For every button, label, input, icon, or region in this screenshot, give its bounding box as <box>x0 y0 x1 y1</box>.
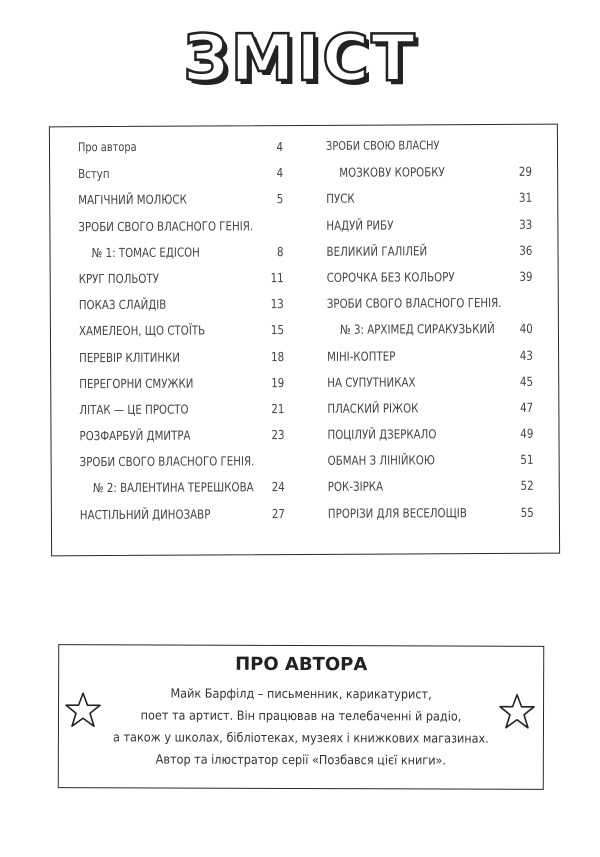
toc-entry-title: ПРОРІЗИ ДЛЯ ВЕСЕЛОЩІВ <box>327 504 467 521</box>
toc-entry <box>79 449 255 476</box>
toc-entry-title: СОРОЧКА БЕЗ КОЛЬОРУ <box>326 269 455 285</box>
toc-entry <box>326 238 533 265</box>
toc-entry <box>79 501 285 528</box>
toc-entry <box>79 422 285 449</box>
toc-entry-title: ПОЦІЛУЙ ДЗЕРКАЛО <box>327 426 437 442</box>
toc-entry-page: 15 <box>270 322 284 338</box>
about-line: Майк Барфілд – письменник, карикатурист, <box>170 685 432 702</box>
toc-entry <box>327 473 534 500</box>
toc-column-right <box>326 133 535 527</box>
toc-entry-page: 24 <box>271 479 285 495</box>
about-line: поет та артист. Він працював на телебаченні й радіо, <box>140 707 462 724</box>
toc-entry-title: ЗРОБИ СВОГО ВЛАСНОГО ГЕНІЯ. <box>78 217 254 234</box>
toc-entry-title: МОЗКОВУ КОРОБКУ <box>339 164 445 181</box>
toc-entry-page: 5 <box>276 191 284 207</box>
toc-entry-page: 52 <box>520 478 534 494</box>
about-heading: ПРО АВТОРА <box>235 653 368 676</box>
toc-entry-title: Вступ <box>78 166 110 182</box>
toc-entry-title: ЗРОБИ СВОЮ ВЛАСНУ <box>325 138 440 153</box>
toc-entry-title: ПЛАСКИЙ РІЖОК <box>327 400 419 416</box>
toc-entry-title: ВЕЛИКИЙ ГАЛІЛЕЙ <box>326 243 428 259</box>
toc-entry-title: № 1: ТОМАС ЕДІСОН <box>91 244 200 260</box>
toc-entry <box>78 187 284 214</box>
toc-entry-title: РОК-ЗІРКА <box>327 479 384 495</box>
toc-entry <box>327 421 534 448</box>
toc-entry-title: ЗРОБИ СВОГО ВЛАСНОГО ГЕНІЯ. <box>326 295 502 312</box>
toc-entry-title: ПОКАЗ СЛАЙДІВ <box>78 296 167 313</box>
toc-entry <box>78 265 284 292</box>
toc-entry <box>327 316 533 343</box>
toc-entry <box>327 395 534 422</box>
toc-entry-title: ХАМЕЛЕОН, ЩО СТОЇТЬ <box>78 322 206 339</box>
toc-entry <box>79 396 285 423</box>
toc-entry <box>78 291 284 318</box>
toc-entry-title: ЛІТАК — ЦЕ ПРОСТО <box>79 401 189 418</box>
toc-entry <box>78 318 284 345</box>
toc-entry-title: ОБМАН З ЛІНІЙКОЮ <box>327 452 435 469</box>
toc-entry-page: 13 <box>270 296 284 312</box>
toc-column-left <box>78 134 286 528</box>
toc-entry-page: 27 <box>271 505 285 521</box>
toc-entry-title: РОЗФАРБУЙ ДМИТРА <box>79 427 191 444</box>
toc-entry-title: № 2: ВАЛЕНТИНА ТЕРЕШКОВА <box>92 479 254 496</box>
toc-entry <box>80 475 285 502</box>
toc-entry-page: 11 <box>270 270 284 286</box>
toc-entry-page: 36 <box>519 242 533 258</box>
toc-entry-page: 33 <box>519 216 533 232</box>
toc-entry <box>326 133 496 160</box>
about-line: Автор та ілюстратор серії «Позбався цієї книги». <box>155 751 447 768</box>
toc-entry-page: 18 <box>271 348 285 364</box>
toc-entry-page: 19 <box>271 374 285 390</box>
toc-entry-title: № 3: АРХІМЕД СИРАКУЗЬКИЙ <box>340 321 495 338</box>
toc-entry <box>326 212 533 239</box>
table-of-contents <box>49 124 560 557</box>
toc-entry-title: ЗРОБИ СВОГО ВЛАСНОГО ГЕНІЯ. <box>79 453 255 470</box>
toc-entry-title: ПУСК <box>326 191 355 207</box>
toc-entry-page: 51 <box>520 452 534 468</box>
toc-entry-title: ПЕРЕВІР КЛІТИНКИ <box>79 349 181 365</box>
toc-entry-page: 40 <box>519 321 533 337</box>
toc-entry <box>326 159 532 186</box>
toc-entry-page: 39 <box>519 268 533 284</box>
toc-entry-page: 49 <box>520 425 534 441</box>
toc-entry-page: 8 <box>276 243 284 259</box>
toc-entry-title: НА СУПУТНИКАХ <box>327 374 416 390</box>
about-line: а також у школах, бібліотеках, музеях і книжкових магазинах. <box>113 729 489 746</box>
toc-entry-page: 23 <box>271 427 285 443</box>
toc-entry-page: 43 <box>519 347 533 363</box>
toc-entry-page: 21 <box>271 400 285 417</box>
page-title: ЗМІСТ <box>183 22 417 96</box>
toc-entry <box>327 500 534 527</box>
toc-entry-page: 4 <box>276 165 284 181</box>
toc-entry-page: 45 <box>519 373 534 389</box>
toc-entry <box>78 239 284 266</box>
toc-entry <box>327 342 533 369</box>
toc-entry-title: МІНІ-КОПТЕР <box>327 348 396 364</box>
toc-entry-page: 4 <box>276 139 284 155</box>
toc-entry-title: ПЕРЕГОРНИ СМУЖКИ <box>79 375 194 391</box>
about-author-box <box>58 644 544 790</box>
toc-entry <box>79 370 285 397</box>
toc-entry <box>326 290 502 317</box>
toc-entry <box>327 447 534 474</box>
toc-entry-page: 29 <box>518 163 532 180</box>
toc-entry-title: Про автора <box>77 139 137 155</box>
star-icon <box>497 692 537 732</box>
toc-entry <box>327 369 534 396</box>
toc-entry <box>77 134 284 161</box>
toc-entry <box>326 185 533 212</box>
toc-entry-page: 47 <box>520 399 534 415</box>
toc-entry <box>78 160 284 187</box>
toc-entry <box>78 213 254 240</box>
toc-entry-page: 55 <box>520 504 534 520</box>
toc-entry <box>326 264 533 291</box>
star-icon <box>63 690 103 730</box>
toc-entry-title: МАГІЧНИЙ МОЛЮСК <box>78 191 187 208</box>
toc-entry <box>79 344 285 371</box>
toc-entry-page: 31 <box>518 190 533 206</box>
toc-entry-title: КРУГ ПОЛЬОТУ <box>78 270 160 287</box>
toc-entry-title: НАСТІЛЬНИЙ ДИНОЗАВР <box>79 506 211 522</box>
toc-entry-title: НАДУЙ РИБУ <box>326 217 394 233</box>
